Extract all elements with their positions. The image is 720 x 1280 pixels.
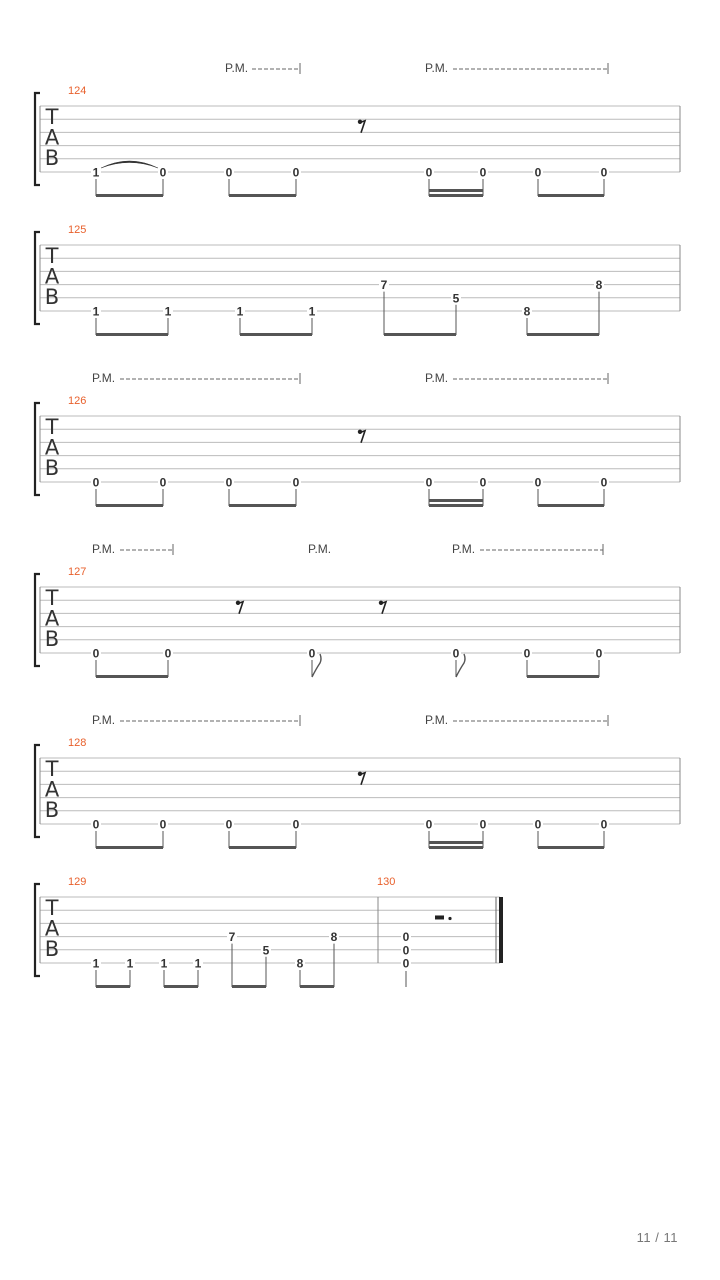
palm-mute-label: P.M. <box>452 542 476 556</box>
tab-system-124 <box>35 61 680 197</box>
note-beam <box>384 333 456 336</box>
note-beam <box>96 333 168 336</box>
tab-clef-letter: T <box>45 105 59 129</box>
tab-clef-letter: A <box>44 777 60 802</box>
palm-mute-label: P.M. <box>308 542 332 556</box>
fret-number: 8 <box>523 304 531 319</box>
note-beam <box>429 499 483 502</box>
note-beam <box>429 189 483 192</box>
tab-clef-letter: A <box>44 264 60 289</box>
eighth-rest <box>358 430 365 443</box>
tab-clef-letter: A <box>44 606 60 631</box>
note-beam <box>96 504 163 507</box>
note-beam <box>429 504 483 507</box>
eighth-rest <box>236 601 243 614</box>
fret-number: 1 <box>160 956 168 971</box>
system-bracket <box>35 93 40 185</box>
fret-number: 7 <box>380 278 388 293</box>
fret-number: 0 <box>159 817 167 832</box>
fret-number: 5 <box>262 943 270 958</box>
fret-number: 0 <box>92 817 100 832</box>
note-beam <box>96 675 168 678</box>
fret-number: 0 <box>159 165 167 180</box>
fret-number: 1 <box>308 304 316 319</box>
note-beam <box>429 194 483 197</box>
palm-mute-label: P.M. <box>425 371 449 385</box>
note-beam <box>96 194 163 197</box>
fret-number: 8 <box>330 930 338 945</box>
fret-number: 1 <box>126 956 134 971</box>
fret-number: 0 <box>595 646 603 661</box>
tab-system-126 <box>35 371 680 507</box>
system-bracket <box>35 403 40 495</box>
note-beam <box>538 504 604 507</box>
fret-number: 1 <box>236 304 244 319</box>
fret-number: 0 <box>600 165 608 180</box>
measure-number: 124 <box>68 85 87 97</box>
fret-number: 0 <box>479 165 487 180</box>
note-beam <box>429 841 483 844</box>
page-indicator: 11 / 11 <box>636 1230 678 1245</box>
fret-number: 0 <box>159 475 167 490</box>
note-beam <box>229 504 296 507</box>
fret-number: 0 <box>402 943 410 958</box>
measure-number: 130 <box>377 876 396 888</box>
fret-number: 0 <box>92 646 100 661</box>
note-beam <box>96 985 130 988</box>
measure-number: 125 <box>68 224 87 236</box>
fret-number: 1 <box>92 956 100 971</box>
note-beam <box>429 846 483 849</box>
tab-clef-letter: B <box>44 285 60 309</box>
fret-number: 0 <box>425 165 433 180</box>
tab-system-128 <box>35 713 680 849</box>
tab-clef-letter: T <box>45 244 59 268</box>
system-bracket <box>35 574 40 666</box>
dotted-half-rest <box>435 915 452 920</box>
tie-arc <box>101 161 158 168</box>
tab-clef-letter: T <box>45 757 59 781</box>
palm-mute-label: P.M. <box>92 713 116 727</box>
fret-number: 5 <box>452 291 460 306</box>
note-beam <box>229 194 296 197</box>
fret-number: 0 <box>523 646 531 661</box>
fret-number: 0 <box>292 817 300 832</box>
fret-number: 1 <box>194 956 202 971</box>
fret-number: 0 <box>402 956 410 971</box>
palm-mute-label: P.M. <box>425 713 449 727</box>
tab-system-129 <box>35 876 503 988</box>
measure-number: 129 <box>68 876 87 888</box>
fret-number: 0 <box>600 817 608 832</box>
note-beam <box>232 985 266 988</box>
tab-clef-letter: B <box>44 627 60 651</box>
fret-number: 0 <box>225 165 233 180</box>
measure-number: 128 <box>68 737 87 749</box>
tab-clef-letter: B <box>44 456 60 480</box>
palm-mute-label: P.M. <box>92 542 116 556</box>
note-beam <box>538 846 604 849</box>
note-beam <box>527 675 599 678</box>
fret-number: 0 <box>452 646 460 661</box>
fret-number: 0 <box>534 817 542 832</box>
note-beam <box>240 333 312 336</box>
system-bracket <box>35 884 40 976</box>
fret-number: 0 <box>425 475 433 490</box>
note-beam <box>300 985 334 988</box>
fret-number: 0 <box>164 646 172 661</box>
tab-clef-letter: T <box>45 415 59 439</box>
fret-number: 0 <box>308 646 316 661</box>
tab-system-127 <box>35 542 680 678</box>
fret-number: 0 <box>402 930 410 945</box>
fret-number: 1 <box>92 304 100 319</box>
fret-number: 8 <box>595 278 603 293</box>
note-beam <box>229 846 296 849</box>
tab-clef-letter: A <box>44 916 60 941</box>
eighth-rest <box>358 772 365 785</box>
tab-clef-letter: T <box>45 896 59 920</box>
system-bracket <box>35 745 40 837</box>
note-beam <box>538 194 604 197</box>
fret-number: 0 <box>225 817 233 832</box>
tab-clef-letter: A <box>44 435 60 460</box>
fret-number: 1 <box>164 304 172 319</box>
fret-number: 0 <box>534 165 542 180</box>
eighth-rest <box>379 601 386 614</box>
fret-number: 1 <box>92 165 100 180</box>
system-bracket <box>35 232 40 324</box>
measure-number: 127 <box>68 566 87 578</box>
tab-clef-letter: T <box>45 586 59 610</box>
fret-number: 0 <box>479 817 487 832</box>
tab-system-125 <box>35 224 680 336</box>
palm-mute-label: P.M. <box>92 371 116 385</box>
note-beam <box>164 985 198 988</box>
fret-number: 0 <box>425 817 433 832</box>
fret-number: 0 <box>92 475 100 490</box>
fret-number: 0 <box>225 475 233 490</box>
final-barline-thick <box>499 897 503 963</box>
measure-number: 126 <box>68 395 87 407</box>
palm-mute-label: P.M. <box>225 61 249 75</box>
palm-mute-label: P.M. <box>425 61 449 75</box>
fret-number: 0 <box>292 165 300 180</box>
fret-number: 7 <box>228 930 236 945</box>
fret-number: 0 <box>292 475 300 490</box>
eighth-rest <box>358 120 365 133</box>
fret-number: 0 <box>600 475 608 490</box>
note-beam <box>96 846 163 849</box>
tab-clef-letter: A <box>44 125 60 150</box>
tab-clef-letter: B <box>44 146 60 170</box>
note-beam <box>527 333 599 336</box>
fret-number: 0 <box>479 475 487 490</box>
tab-clef-letter: B <box>44 937 60 961</box>
fret-number: 0 <box>534 475 542 490</box>
tab-clef-letter: B <box>44 798 60 822</box>
fret-number: 8 <box>296 956 304 971</box>
